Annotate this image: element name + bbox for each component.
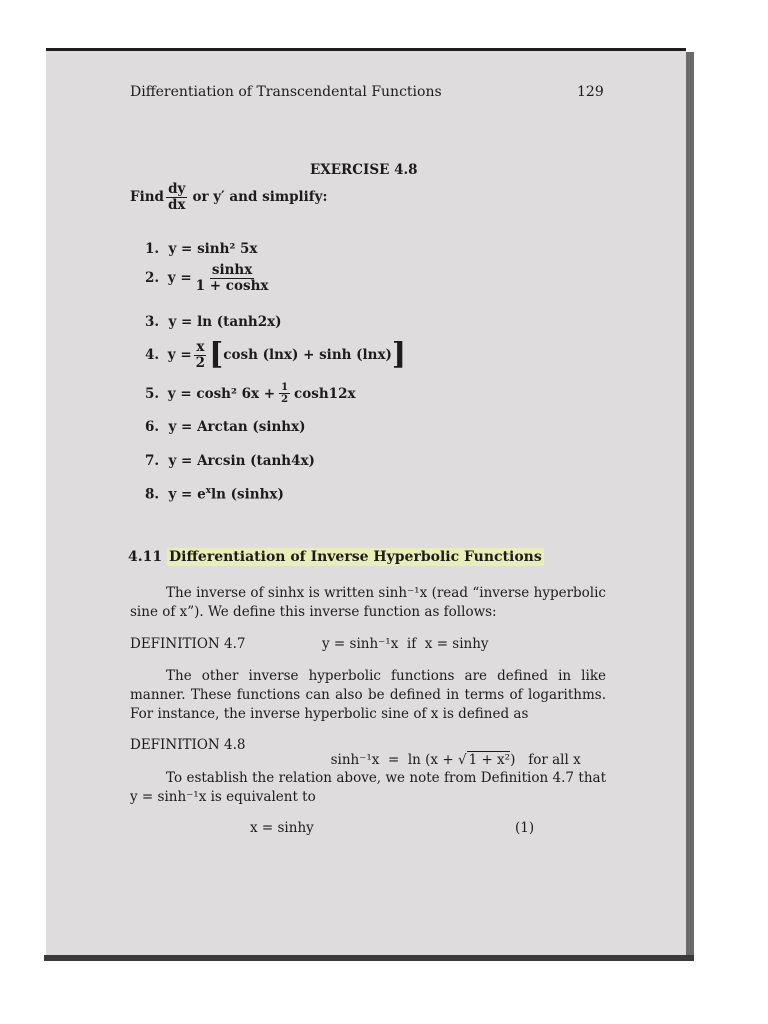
section-number: 4.11 [128, 549, 163, 565]
exercise-item-6: 6. y = Arctan (sinhx) [145, 419, 306, 435]
scan-edge-shadow [686, 52, 694, 956]
page-number: 129 [577, 84, 604, 100]
exercise-item-2: 2. y = $\frac{\sinh x}{1 + \cosh x}$ [145, 262, 269, 294]
paragraph-1: The inverse of sinhx is written sinh⁻¹x (read “inverse hyperbolic sine of x”). We define this inverse function as follows: [130, 585, 606, 620]
exercise-instruction [130, 182, 327, 213]
instruction-rest: or y′ and simplify: [192, 189, 328, 206]
definition-4-8-label: DEFINITION 4.8 [130, 737, 246, 753]
exercise-item-4: 4. y = $\frac{x}{2}$ [ cosh (lnx) + sinh (lnx) ] [145, 337, 407, 373]
running-header: Differentiation of Transcendental Functions [130, 84, 442, 100]
exercise-item-7: 7. y = Arcsin (tanh4x) [145, 453, 315, 469]
dy-dx-fraction [166, 182, 188, 213]
section-heading [128, 549, 544, 565]
equation-1-tag: (1) [515, 820, 535, 836]
definition-4-7-label: DEFINITION 4.7 [130, 636, 246, 652]
equation-1: x = sinhy [250, 820, 314, 836]
exercise-item-5: 5. y = cosh² 6x + $\frac{1}{2}$ cosh12x [145, 382, 356, 405]
exercise-item-3: 3. y = ln (tanh2x) [145, 314, 282, 330]
find-word: Find [130, 189, 164, 206]
dx-denominator: dx [167, 196, 186, 213]
dy-numerator: dy [168, 181, 186, 197]
scan-bottom-edge [44, 955, 694, 961]
exercise-item-1: 1. y = sinh² 5x [145, 241, 258, 257]
definition-4-7-formula: y = sinh⁻¹x if x = sinhy [322, 636, 489, 652]
exercise-item-8: 8. $y = e^x\ln$ (sinhx) [145, 486, 284, 503]
section-title: Differentiation of Inverse Hyperbolic Functions [168, 549, 542, 565]
paragraph-3: To establish the relation above, we note from Definition 4.7 that y = sinh⁻¹x is equivalent to [130, 770, 606, 805]
definition-4-8-formula: sinh⁻¹x = ln (x + √ 1 + x²) for all x [330, 752, 581, 768]
paragraph-2: The other inverse hyperbolic functions are defined in like manner. These functions can also be defined in terms of logarithms. For instance, the inverse hyperbolic sine of x is defined as [130, 668, 606, 722]
exercise-title: EXERCISE 4.8 [310, 162, 418, 178]
